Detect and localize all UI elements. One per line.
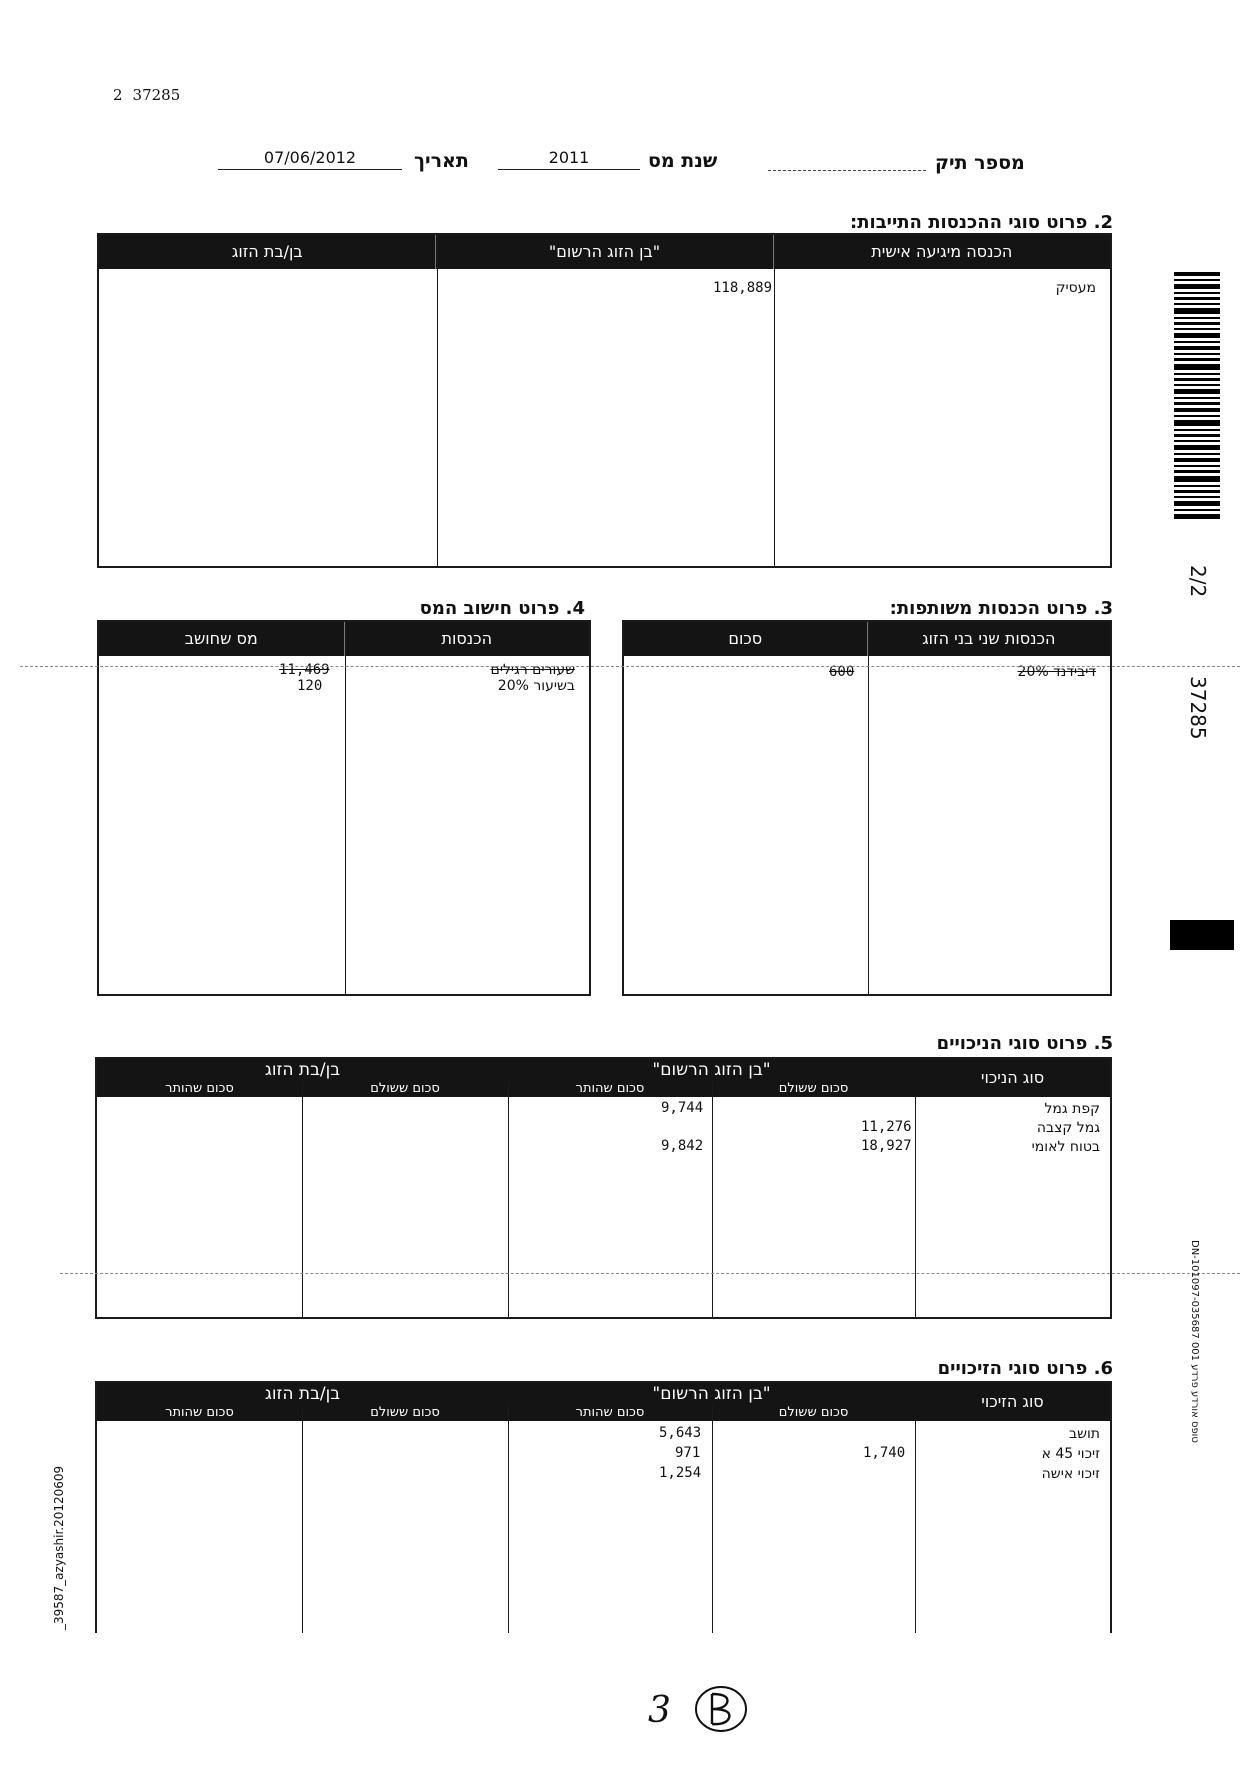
margin-code: 37285: [1186, 676, 1210, 740]
credit-type: זיכוי 45 א: [1041, 1446, 1100, 1462]
column-income: הכנסות: [344, 622, 590, 656]
page-reference: [103, 86, 180, 104]
group-registered-spouse: "בן הזוג הרשום": [652, 1060, 771, 1080]
black-marker-block: [1170, 920, 1234, 950]
computed-tax: 120: [297, 678, 323, 694]
divider: [915, 1097, 916, 1317]
joint-income-amount: 600: [829, 664, 855, 680]
section-2-title: 2. פרוט סוגי ההכנסות התייבות:: [850, 212, 1113, 233]
section-3-table: [622, 620, 1112, 996]
credit-type-header: סוג הזיכוי: [915, 1383, 1110, 1421]
section-6-table: [95, 1381, 1112, 1633]
paid-label: סכום ששולם: [778, 1081, 849, 1096]
section-6-title: 6. פרוט סוגי הזיכויים: [937, 1358, 1113, 1379]
circled-b-mark-icon: [692, 1682, 750, 1736]
group-registered-spouse: "בן הזוג הרשום": [652, 1384, 771, 1404]
barcode-icon: [1174, 272, 1220, 520]
divider: [302, 1081, 303, 1317]
tax-income-type: שעורים רגילים: [490, 662, 575, 678]
divider: [774, 235, 775, 566]
form-code: DN-101097-035687 טופס אורדע פרדע 001: [1189, 1240, 1200, 1443]
section-3-title: 3. פרוט הכנסות משותפות:: [889, 598, 1113, 619]
page-number: 2: [113, 86, 123, 104]
divider: [712, 1405, 713, 1633]
registered-amount: 118,889: [713, 280, 773, 296]
allowed-amount: 9,744: [661, 1100, 704, 1116]
section-4-header: [99, 622, 589, 656]
column-spouse: בן/בת הזוג: [231, 242, 303, 261]
deduction-type-header: סוג הניכוי: [915, 1059, 1110, 1097]
group-spouse: בן/בת הזוג: [264, 1060, 341, 1080]
divider: [302, 1405, 303, 1633]
handwritten-number: 3: [648, 1690, 671, 1731]
allowed-amount: 9,842: [661, 1138, 704, 1154]
deduction-type: גמל קצבה: [1036, 1120, 1100, 1136]
section-2-header: [99, 235, 1110, 269]
scan-identifier: _39587_azyashir.20120609: [52, 1465, 66, 1630]
paid-amount: 18,927: [861, 1138, 912, 1154]
allowed-amount: 971: [675, 1445, 701, 1461]
file-number-field: [768, 163, 926, 171]
divider: [508, 1405, 509, 1633]
paid-label: סכום ששולם: [370, 1081, 440, 1096]
divider: [915, 1421, 916, 1633]
column-personal-income: הכנסה מיגיעה אישית: [773, 235, 1110, 269]
scan-fold-line: [20, 666, 1240, 667]
group-spouse: בן/בת הזוג: [264, 1384, 341, 1404]
divider: [712, 1081, 713, 1317]
income-type: מעסיק: [1055, 280, 1096, 296]
section-4-title: 4. פרוט חישוב המס: [419, 598, 585, 619]
paid-amount: 1,740: [863, 1445, 906, 1461]
paid-label: סכום ששולם: [370, 1405, 440, 1420]
allowed-label: סכום שהותר: [575, 1081, 645, 1096]
deduction-type: בטוח לאומי: [1031, 1139, 1100, 1155]
document-number: 37285: [132, 86, 181, 104]
computed-tax: 11,469: [279, 662, 330, 678]
tax-income-type: בשיעור 20%: [497, 678, 575, 694]
column-registered-spouse: "בן הזוג הרשום": [435, 235, 772, 269]
scan-fold-line: [60, 1273, 1240, 1274]
paid-label: סכום ששולם: [778, 1405, 849, 1420]
divider: [508, 1081, 509, 1317]
section-5-table: [95, 1057, 1112, 1319]
column-joint-income: הכנסות שני בני הזוג: [867, 622, 1111, 656]
divider: [437, 235, 438, 566]
date-label: תאריך: [414, 150, 469, 172]
allowed-amount: 5,643: [659, 1425, 702, 1441]
joint-income-type: דיבידנד 20%: [1017, 664, 1096, 680]
allowed-amount: 1,254: [659, 1465, 702, 1481]
date-value: 07/06/2012: [218, 148, 402, 170]
deduction-type: קפת גמל: [1044, 1101, 1100, 1117]
credit-type: זיכוי אישה: [1041, 1466, 1100, 1482]
column-computed-tax: מס שחושב: [184, 629, 258, 648]
section-2-table: [97, 233, 1112, 568]
tax-year-value: 2011: [498, 148, 640, 170]
allowed-label: סכום שהותר: [165, 1405, 234, 1420]
section-5-title: 5. פרוט סוגי הניכויים: [936, 1033, 1113, 1054]
divider: [345, 622, 346, 994]
tax-year-label: שנת מס: [648, 150, 718, 172]
column-amount: סכום: [728, 629, 763, 648]
section-3-header: [624, 622, 1110, 656]
page-of-label: 2/2: [1186, 565, 1210, 598]
file-number-label: מספר תיק: [935, 152, 1025, 174]
allowed-label: סכום שהותר: [575, 1405, 645, 1420]
allowed-label: סכום שהותר: [165, 1081, 234, 1096]
credit-type: תושב: [1068, 1426, 1100, 1442]
paid-amount: 11,276: [861, 1119, 912, 1135]
section-4-table: [97, 620, 591, 996]
divider: [868, 622, 869, 994]
